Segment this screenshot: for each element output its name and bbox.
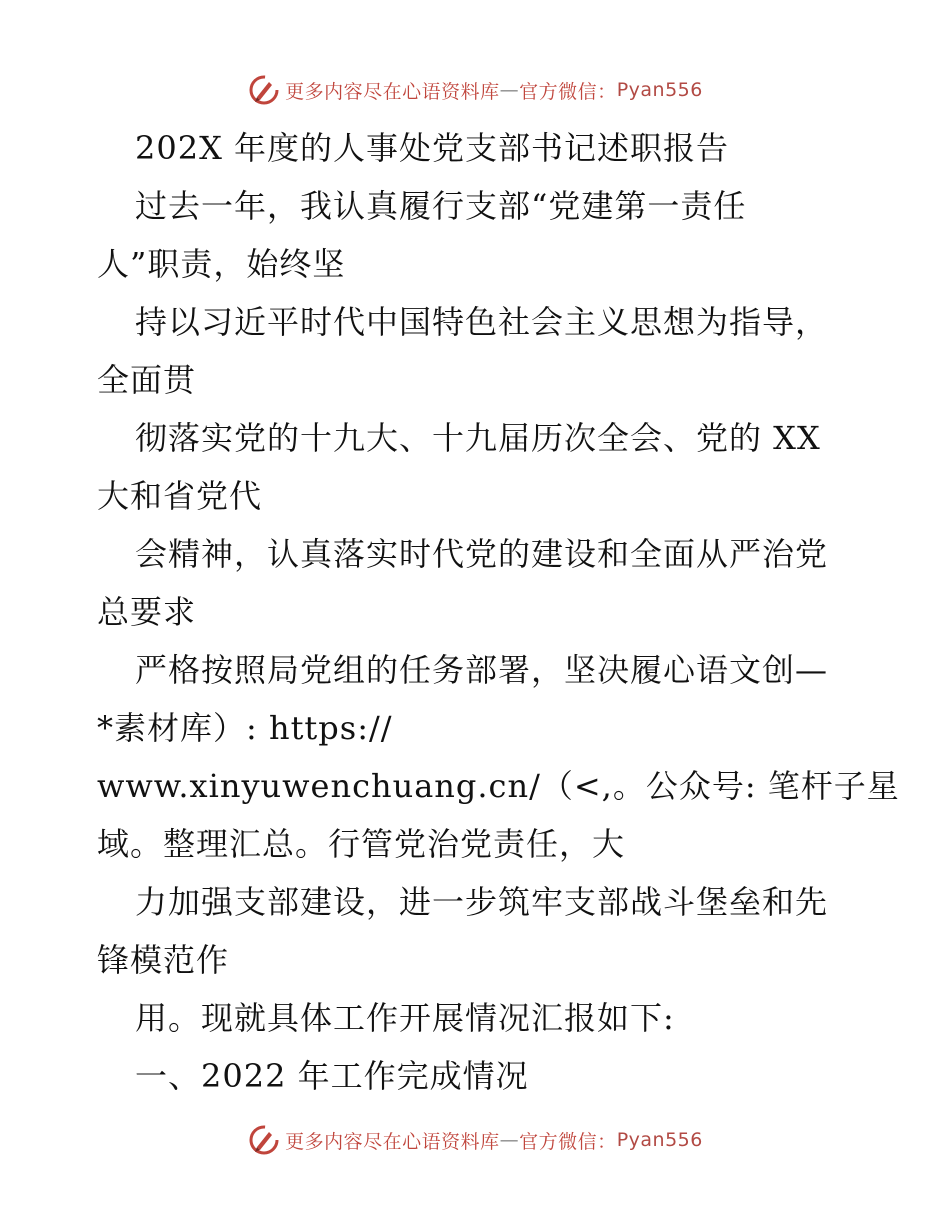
paragraph-line: 总要求 bbox=[97, 593, 197, 631]
watermark-secondary-text: 官方微信： bbox=[519, 80, 617, 103]
paragraph-line: 大和省党代 bbox=[97, 477, 263, 515]
watermark-separator: — bbox=[499, 79, 520, 101]
paragraph-line: 会精神，认真落实时代党的建设和全面从严治党 bbox=[135, 535, 829, 573]
watermark-secondary-text: 官方微信： bbox=[519, 1130, 617, 1153]
watermark-main-text: 更多内容尽在心语资料库 bbox=[285, 80, 500, 103]
paragraph-line: 力加强支部建设，进一步筑牢支部战斗堡垒和先 bbox=[135, 883, 829, 921]
brush-pen-logo-icon bbox=[247, 73, 281, 107]
paragraph-line: 锋模范作 bbox=[97, 941, 230, 979]
paragraph-line: 用。现就具体工作开展情况汇报如下: bbox=[135, 999, 675, 1037]
document-title: 202X 年度的人事处党支部书记述职报告 bbox=[135, 129, 730, 167]
paragraph-line: 全面贯 bbox=[97, 361, 197, 399]
header-watermark bbox=[0, 70, 950, 110]
watermark-separator: — bbox=[499, 1129, 520, 1151]
brush-pen-logo-icon bbox=[247, 1123, 281, 1157]
watermark-wechat-id: Pyan556 bbox=[616, 79, 703, 101]
section-heading: 一、2022 年工作完成情况 bbox=[135, 1057, 529, 1095]
paragraph-line: *素材库）: https:// bbox=[97, 709, 393, 747]
footer-watermark bbox=[0, 1120, 950, 1160]
watermark-main-text: 更多内容尽在心语资料库 bbox=[285, 1130, 500, 1153]
watermark-wechat-id: Pyan556 bbox=[616, 1129, 703, 1151]
paragraph-line: 持以习近平时代中国特色社会主义思想为指导， bbox=[135, 303, 829, 341]
paragraph-line: 彻落实党的十九大、十九届历次全会、党的 XX bbox=[135, 419, 821, 457]
paragraph-line: 过去一年，我认真履行支部“党建第一责任 bbox=[135, 187, 747, 225]
paragraph-line: www.xinyuwenchuang.cn/（<,。公众号: 笔杆子星 bbox=[97, 767, 900, 805]
paragraph-line: 人”职责，始终坚 bbox=[97, 245, 346, 283]
paragraph-line: 域。整理汇总。行管党治党责任，大 bbox=[97, 825, 626, 863]
paragraph-line: 严格按照局党组的任务部署，坚决履心语文创— bbox=[135, 651, 829, 689]
